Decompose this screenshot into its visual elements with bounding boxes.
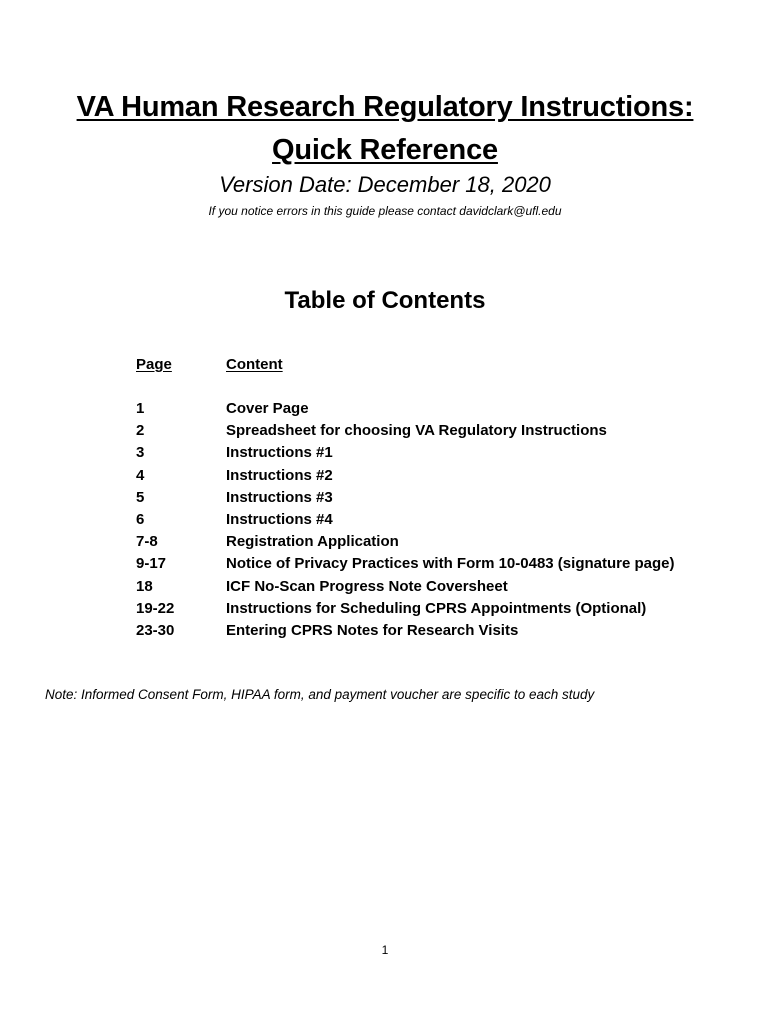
toc-page-number: 23-30 [136,621,175,639]
toc-page-number: 7-8 [136,533,158,551]
document-title-line-1: VA Human Research Regulatory Instructions: [76,91,694,123]
toc-heading: Table of Contents [284,287,486,314]
version-date: Version Date: December 18, 2020 [219,172,551,197]
toc-page-number: 2 [136,422,145,440]
table-of-contents [136,354,675,642]
toc-entry: Instructions #4 [226,510,333,528]
toc-column-content: Content [226,356,283,373]
document-title-line-2: Quick Reference [272,134,498,166]
page-number: 1 [381,943,389,957]
toc-page-number: 1 [136,400,145,417]
toc-row [136,553,675,575]
toc-page-number: 6 [136,510,145,528]
toc-row [136,487,675,509]
toc-column-page: Page [136,356,172,373]
toc-page-number: 3 [136,444,145,462]
toc-entry: ICF No-Scan Progress Note Coversheet [226,577,508,595]
toc-entry: Instructions for Scheduling CPRS Appointments (Optional) [226,599,647,617]
toc-row [136,620,675,642]
toc-entry: Instructions #2 [226,466,333,484]
toc-page-number: 18 [136,577,153,595]
toc-row [136,598,675,620]
toc-page-number: 9-17 [136,555,167,573]
toc-row [136,531,675,553]
toc-row [136,576,675,598]
toc-row [136,442,675,464]
toc-row [136,420,675,442]
toc-entry: Entering CPRS Notes for Research Visits [226,621,519,639]
toc-row [136,465,675,487]
toc-page-number: 4 [136,466,145,484]
toc-entry: Registration Application [226,533,399,551]
toc-row [136,398,675,420]
toc-page-number: 19-22 [136,599,175,617]
toc-entry: Instructions #1 [226,444,333,462]
toc-row [136,509,675,531]
study-specific-note: Note: Informed Consent Form, HIPAA form, and payment voucher are specific to each study [45,687,595,702]
toc-entry: Instructions #3 [226,488,333,506]
toc-entry: Spreadsheet for choosing VA Regulatory Instructions [226,422,607,440]
toc-header-row [136,354,675,376]
toc-entry: Notice of Privacy Practices with Form 10-0483 (signature page) [226,555,675,573]
contact-note: If you notice errors in this guide please contact davidclark@ufl.edu [208,204,562,218]
toc-entry: Cover Page [226,400,309,417]
toc-page-number: 5 [136,488,145,506]
